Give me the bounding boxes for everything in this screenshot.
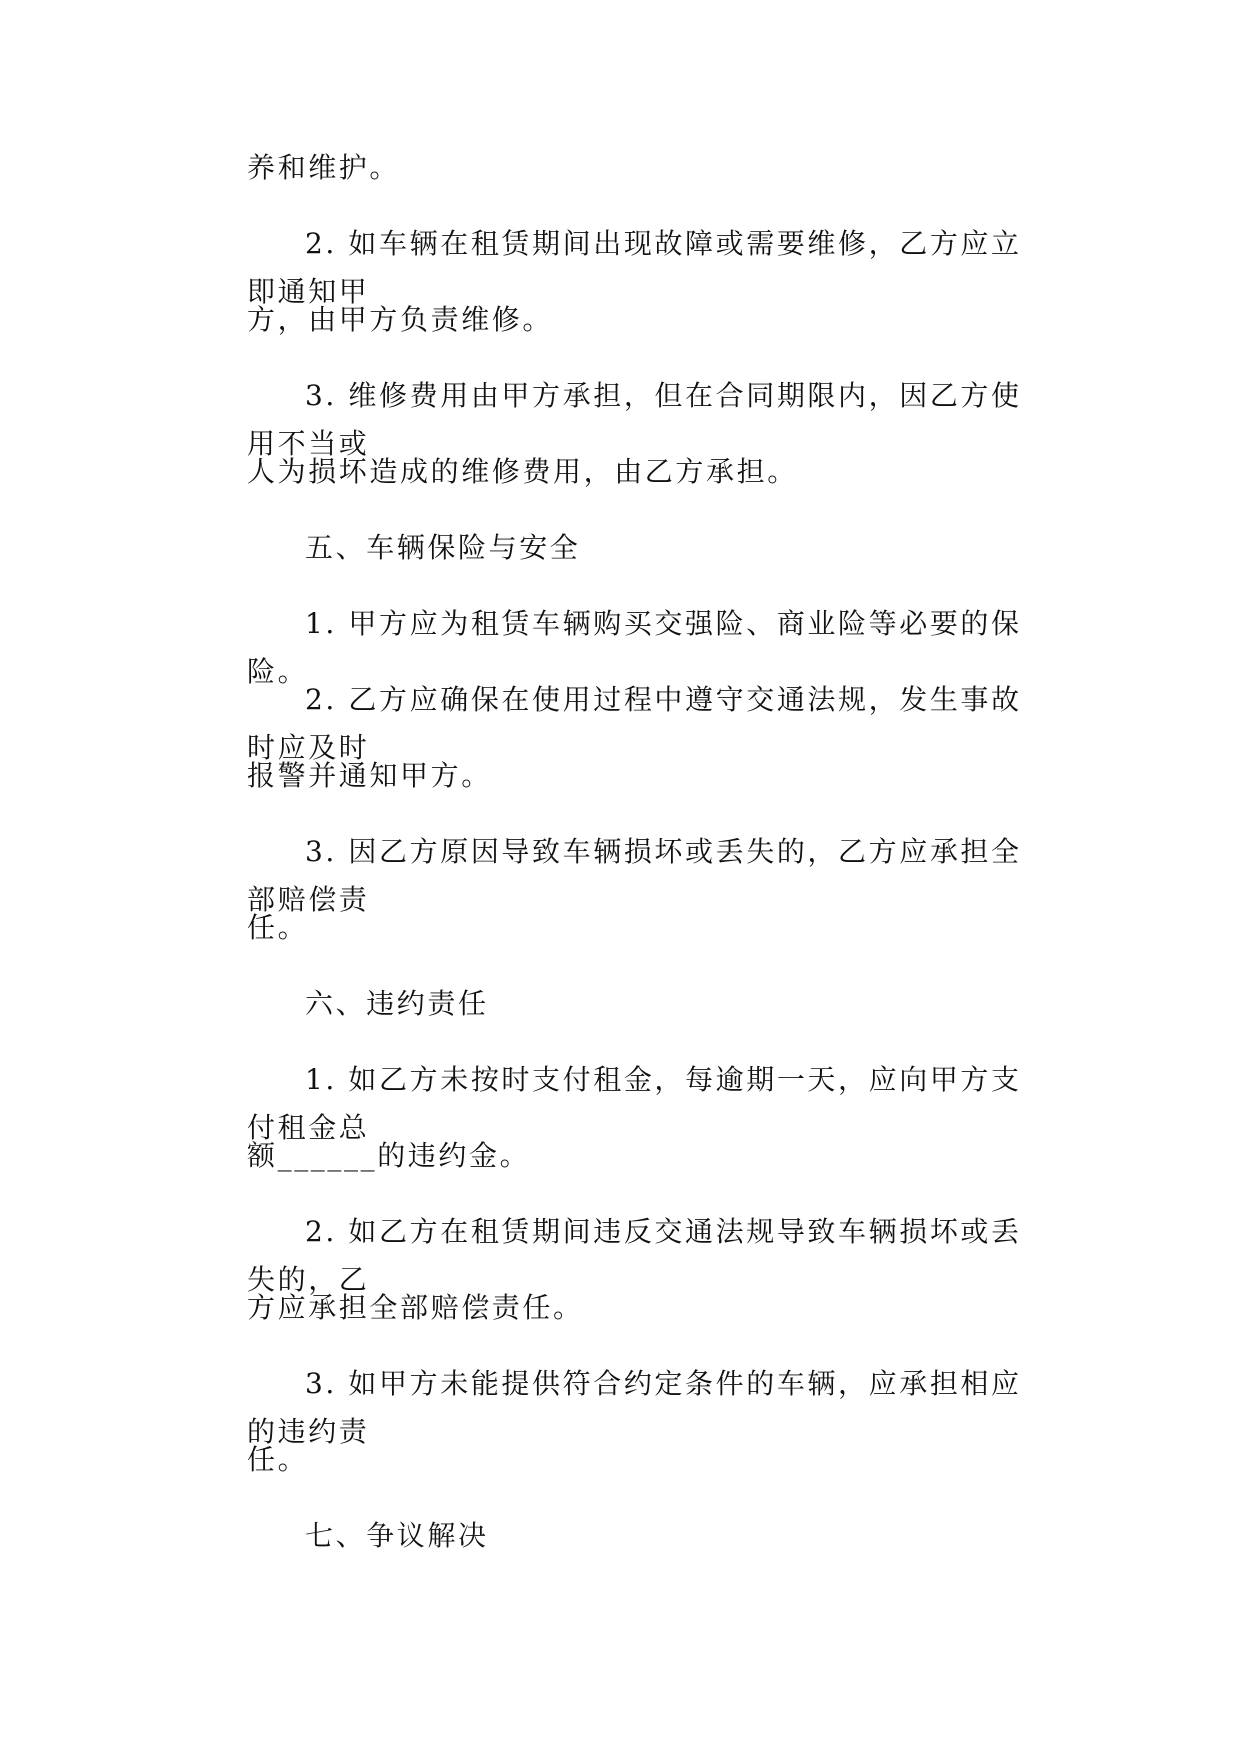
text-line: 任。 [247, 1443, 309, 1476]
clause-6-3 [189, 1360, 1051, 1484]
clause-6-1 [189, 1056, 1051, 1180]
text-line: 养和维护。 [247, 151, 401, 184]
section-heading-7 [189, 1512, 1051, 1560]
text-line: 2. 如车辆在租赁期间出现故障或需要维修，乙方应立即通知甲 [247, 227, 1022, 308]
clause-5-1 [189, 600, 1051, 688]
section-heading-6 [189, 980, 1051, 1028]
text-line: 报警并通知甲方。 [247, 759, 492, 792]
text-line: 人为损坏造成的维修费用，由乙方承担。 [247, 455, 798, 488]
text-line: 任。 [247, 911, 309, 944]
clause-5-3 [189, 828, 1051, 952]
text-line: 2. 如乙方在租赁期间违反交通法规导致车辆损坏或丢失的，乙 [247, 1215, 1022, 1296]
clause-4-3 [189, 372, 1051, 496]
clause-5-2 [189, 676, 1051, 800]
clause-4-2 [189, 220, 1051, 344]
text-line: 3. 维修费用由甲方承担，但在合同期限内，因乙方使用不当或 [247, 379, 1022, 460]
section-heading: 七、争议解决 [305, 1519, 489, 1552]
text-line: 方应承担全部赔偿责任。 [247, 1291, 584, 1324]
text-line: 3. 因乙方原因导致车辆损坏或丢失的，乙方应承担全部赔偿责 [247, 835, 1022, 916]
text-line: 方，由甲方负责维修。 [247, 303, 554, 336]
clause-6-2 [189, 1208, 1051, 1332]
section-heading-5 [189, 524, 1051, 572]
section-heading: 五、车辆保险与安全 [305, 531, 581, 564]
document-body [189, 144, 1051, 1588]
paragraph-maintenance-continued [189, 144, 1051, 192]
text-line: 2. 乙方应确保在使用过程中遵守交通法规，发生事故时应及时 [247, 683, 1022, 764]
text-line: 1. 如乙方未按时支付租金，每逾期一天，应向甲方支付租金总 [247, 1063, 1022, 1144]
text-line: 1. 甲方应为租赁车辆购买交强险、商业险等必要的保险。 [247, 607, 1022, 688]
section-heading: 六、违约责任 [305, 987, 489, 1020]
text-line: 额______的违约金。 [247, 1139, 531, 1172]
text-line: 3. 如甲方未能提供符合约定条件的车辆，应承担相应的违约责 [247, 1367, 1022, 1448]
